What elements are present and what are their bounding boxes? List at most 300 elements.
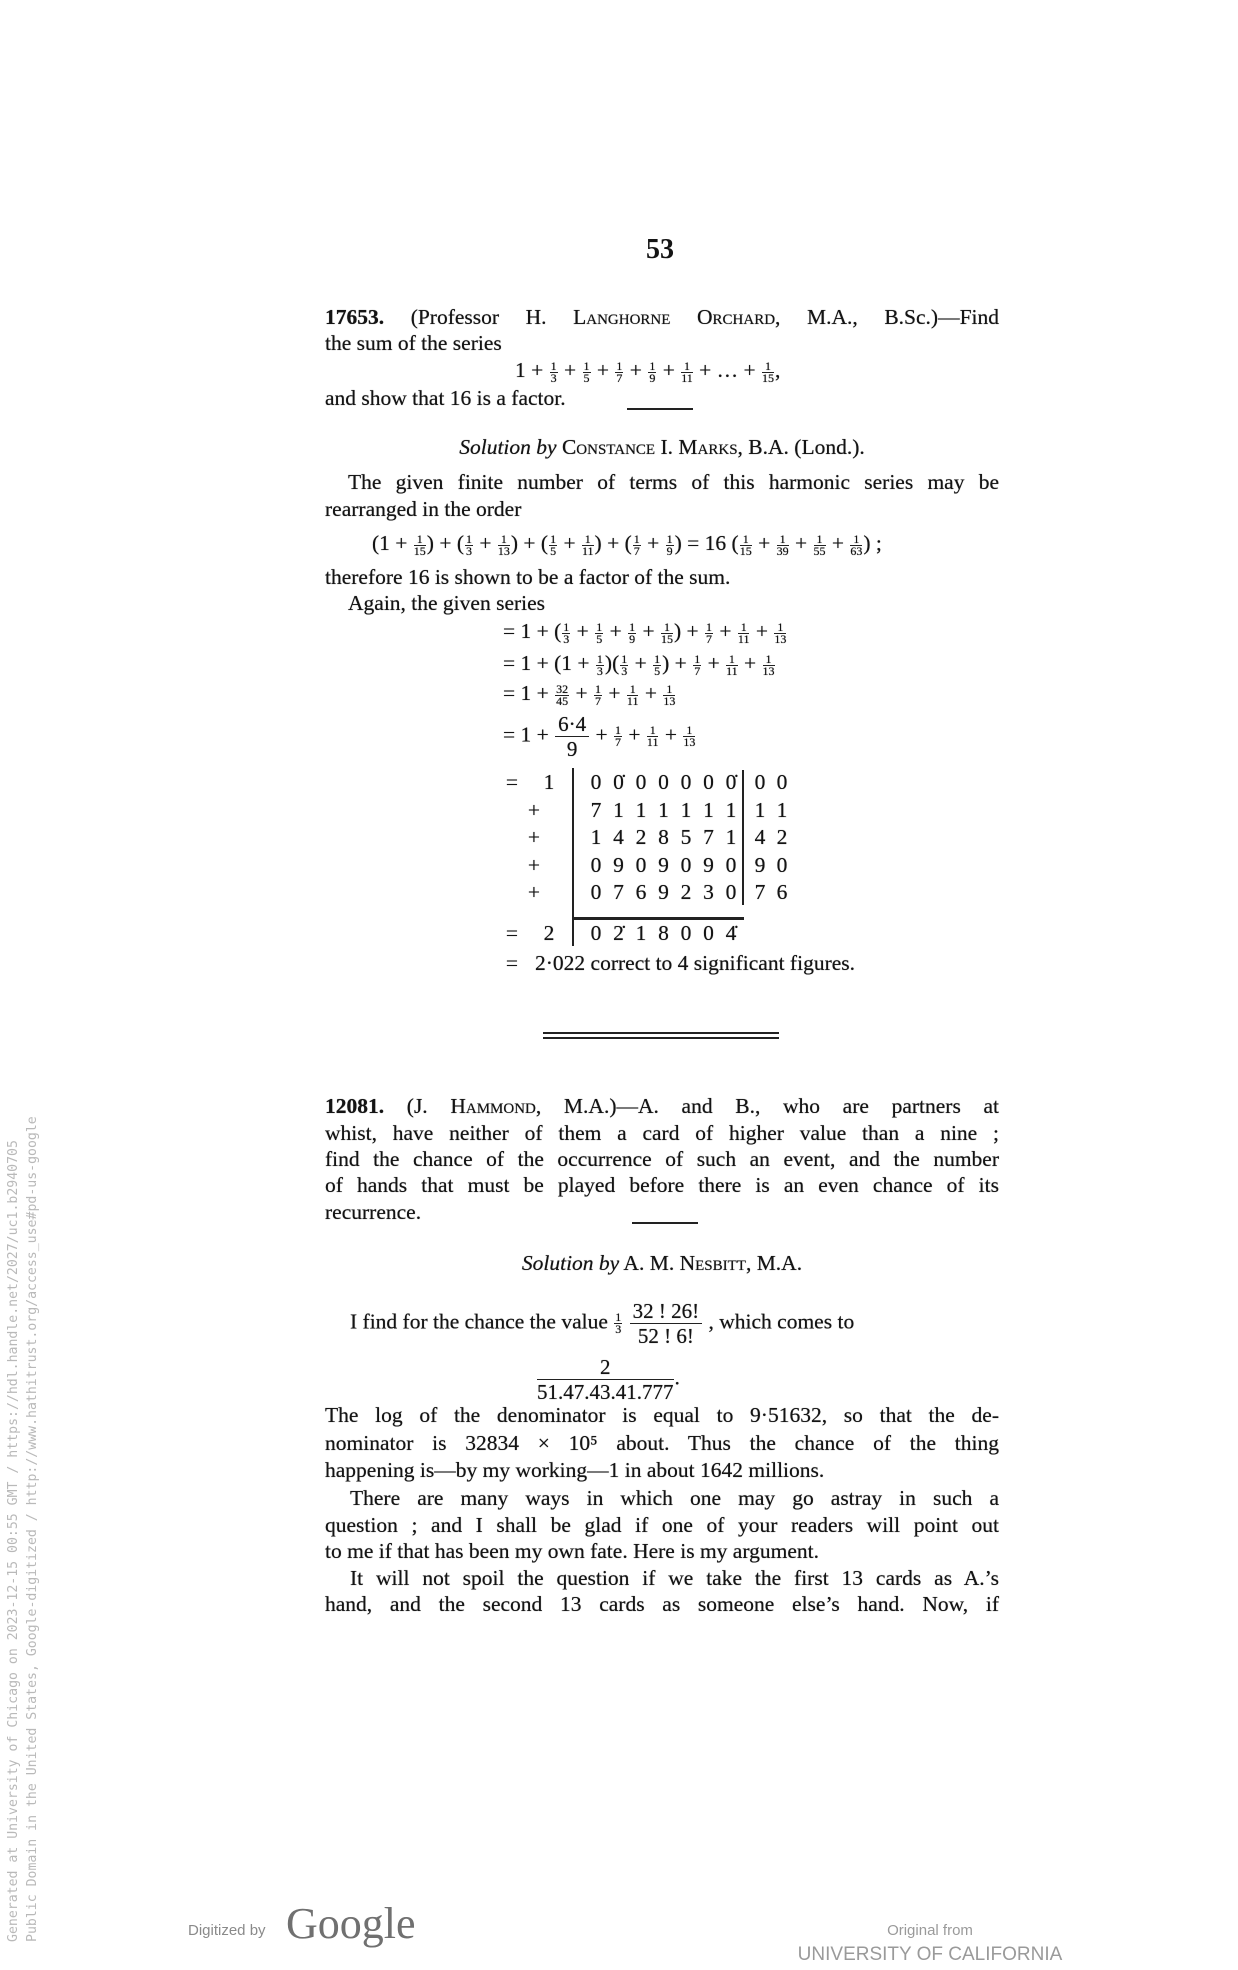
question-12081-line (325, 1146, 999, 1172)
denominator: 3 (466, 543, 472, 558)
text-segment: 1 + (515, 358, 549, 382)
denominator: 15 (739, 543, 752, 558)
fraction (628, 619, 636, 646)
text-segment: and show that 16 is a factor. (325, 386, 566, 410)
text-segment: + (558, 358, 582, 382)
numerator: 1 (663, 684, 675, 696)
denominator: 5 (654, 663, 661, 678)
row-digit: 7 (703, 825, 714, 849)
fraction (594, 681, 602, 708)
text-segment: + (591, 358, 615, 382)
denominator: 39 (776, 543, 789, 558)
denominator: 15 (413, 543, 426, 558)
text-segment: (1 + (372, 531, 413, 555)
text-segment: , (775, 358, 781, 382)
denominator: 7 (633, 543, 640, 558)
denominator: 52 ! 6! (637, 1324, 694, 1348)
text-segment: I find for the chance the value (350, 1309, 614, 1334)
text-segment: + (752, 531, 776, 555)
text-segment: . (674, 1365, 680, 1390)
denominator: 3 (550, 370, 557, 385)
row-digit: 0 (725, 853, 737, 877)
row-digit: 8 (658, 825, 669, 849)
numerator: 1 (550, 358, 557, 373)
text-segment: + (789, 531, 813, 555)
double-rule-top (543, 1032, 779, 1034)
text-segment: + (738, 651, 762, 675)
fraction (739, 531, 752, 558)
row-sign: + (527, 825, 541, 849)
denominator: 5 (550, 543, 557, 558)
text-segment: (Professor H. (384, 305, 574, 329)
row-digit: 5 (680, 825, 692, 849)
numerator: 1 (563, 619, 570, 634)
question-17653-line (325, 330, 999, 356)
numerator: 1 (740, 534, 752, 546)
row-digit: 1 (635, 798, 647, 822)
text-segment: to me if that has been my own fate. Here is my argument. (325, 1539, 819, 1563)
result-text: 2·022 correct to 4 significant figures. (535, 951, 856, 975)
fraction (683, 725, 695, 748)
row-digit: 1 (613, 798, 624, 822)
series-step (503, 618, 1177, 645)
series-step (503, 650, 1177, 677)
text-segment: , which comes to (703, 1309, 855, 1334)
text-segment: therefore 16 is shown to be a factor of the sum. (325, 565, 731, 589)
section-rule (627, 408, 693, 410)
fraction (762, 358, 775, 385)
text-segment: + … + (693, 358, 762, 382)
row-digit: 0̇ (613, 770, 624, 794)
numerator: 1 (627, 684, 639, 696)
fraction (705, 619, 713, 646)
denominator: 13 (774, 631, 787, 646)
fraction (693, 651, 701, 678)
question-17653-line (325, 304, 999, 330)
row-digit: 0 (725, 880, 737, 904)
numerator: 1 (694, 651, 701, 666)
numerator: 1 (629, 619, 636, 634)
fraction (620, 651, 628, 678)
total-sign: = (505, 921, 519, 945)
row-digit: 0̇ (725, 770, 737, 794)
text-segment: + (657, 358, 681, 382)
watermark-line-1: Generated at University of Chicago on 2023-12-15 00:55 GMT / https://hdl.handle.net/2027/uc1.b2940705 (6, 1140, 21, 1942)
row-digit: 2 (635, 825, 647, 849)
row-digit: 1 (590, 825, 602, 849)
numerator: 32 (556, 681, 569, 696)
fraction (681, 358, 693, 385)
page-number: 53 (646, 234, 674, 265)
solution-heading (325, 1250, 999, 1276)
text-segment: Again, the given series (348, 591, 546, 615)
fraction (614, 725, 622, 748)
row-tail-digit: 0 (754, 770, 766, 794)
numerator: 1 (649, 358, 656, 373)
numerator: 1 (681, 361, 693, 373)
text-segment: ) + (673, 619, 705, 643)
numerator: 1 (666, 531, 673, 546)
solution-line (348, 469, 999, 495)
fraction (647, 725, 659, 748)
text-segment: + (571, 619, 595, 643)
solution-line (350, 1565, 999, 1591)
fraction (596, 651, 604, 678)
hathitrust-watermark (4, 1002, 42, 1942)
numerator: 1 (647, 725, 659, 737)
solution-line (325, 1591, 999, 1617)
denominator: 13 (683, 735, 696, 749)
text-segment: (J. (384, 1094, 451, 1118)
fraction (630, 1299, 703, 1348)
total-digit: 2̇ (613, 921, 624, 945)
row-digit: 1 (725, 798, 737, 822)
chance-fraction (536, 1355, 1210, 1404)
text-segment: ) + ( (510, 531, 549, 555)
solution-line (348, 590, 1022, 616)
text-segment: , M.A., B.Sc.)—Find (775, 305, 999, 329)
question-number: 12081. (325, 1094, 385, 1118)
row-digit: 9 (703, 853, 714, 877)
text-segment: + (558, 531, 581, 555)
digitized-by-label: Digitized by (188, 1922, 266, 1939)
text-segment: + (659, 722, 683, 747)
numerator: 1 (596, 651, 603, 666)
numerator: 1 (738, 622, 750, 634)
text-segment: + (623, 722, 646, 747)
fraction (726, 651, 738, 678)
fraction (633, 531, 641, 558)
text-segment: + (639, 681, 663, 705)
fraction (581, 531, 594, 558)
text-segment: whist, have neither of them a card of higher value than a nine ; (325, 1121, 999, 1145)
text-segment: question ; and I shall be glad if one of your readers will point out (325, 1513, 999, 1537)
numerator: 1 (654, 651, 661, 666)
total-digit: 0 (680, 921, 692, 945)
chance-value-line (350, 1299, 1024, 1348)
row-digit: 1 (725, 825, 737, 849)
row-tail-digit: 2 (776, 825, 788, 849)
denominator: 7 (694, 663, 701, 678)
row-digit: 1 (703, 798, 714, 822)
table-right-rule (742, 770, 744, 905)
fraction (653, 651, 661, 678)
text-segment: ) + (662, 651, 693, 675)
numerator: 1 (814, 534, 826, 546)
denominator: 51.47.43.41.777 (537, 1380, 674, 1404)
google-logo: Google (286, 1899, 416, 1948)
total-digit: 8 (658, 921, 669, 945)
original-from-label: Original from (887, 1922, 973, 1939)
solution-line (325, 564, 999, 590)
denominator: 7 (615, 735, 622, 749)
denominator: 13 (762, 663, 775, 678)
denominator: 7 (595, 693, 602, 708)
italic-text: Solution by (521, 1251, 620, 1275)
row-tail-digit: 1 (754, 798, 766, 822)
row-digit: 9 (613, 853, 624, 877)
fraction (583, 358, 591, 385)
numerator: 1 (777, 534, 789, 546)
text-segment: + (750, 619, 774, 643)
text-segment (623, 1309, 628, 1333)
text-segment: I. (655, 435, 679, 459)
author-name: Hammond (450, 1094, 536, 1118)
text-segment: recurrence. (325, 1200, 422, 1224)
numerator: 1 (616, 358, 623, 373)
text-segment: + (603, 681, 626, 705)
text-segment: happening is—by my working—1 in about 1642 millions. (325, 1458, 825, 1482)
denominator: 9 (666, 543, 673, 558)
numerator: 1 (726, 654, 738, 666)
row-digit: 0 (658, 770, 669, 794)
denominator: 5 (583, 370, 590, 385)
row-digit: 0 (680, 770, 692, 794)
denominator: 13 (663, 693, 676, 708)
row-digit: 7 (590, 798, 602, 822)
table-sum-rule (572, 917, 744, 920)
text-segment: = 1 + (503, 681, 555, 705)
solution-line (325, 1430, 999, 1456)
row-digit: 0 (635, 853, 647, 877)
italic-text: Solution by (459, 435, 557, 459)
denominator: 11 (581, 543, 594, 558)
numerator: 1 (633, 531, 640, 546)
row-integer: 1 (543, 770, 555, 794)
row-tail-digit: 7 (754, 880, 766, 904)
numerator: 1 (774, 622, 786, 634)
numerator: 1 (615, 723, 622, 737)
numerator: 1 (466, 531, 472, 546)
row-digit: 6 (635, 880, 647, 904)
row-digit: 0 (590, 770, 602, 794)
fraction (549, 531, 557, 558)
row-digit: 7 (613, 880, 624, 904)
row-digit: 1 (658, 798, 669, 822)
text-segment: + (702, 651, 726, 675)
fraction (562, 619, 570, 646)
text-segment: = 1 + (1 + (503, 651, 595, 675)
numerator: 1 (661, 622, 673, 634)
watermark-line-2: Public Domain in the United States, Google-digitized / http://www.hathitrust.org/access_use#pd-us-google (25, 1116, 40, 1942)
denominator: 5 (596, 631, 603, 646)
solution-line (325, 496, 999, 522)
text-segment: hand, and the second 13 cards as someone else’s hand. Now, if (325, 1592, 999, 1616)
text-segment: + (826, 531, 850, 555)
denominator: 11 (726, 663, 738, 678)
numerator: 1 (615, 1310, 622, 1324)
text-segment: + (570, 681, 594, 705)
text-segment: A. M. (619, 1251, 680, 1275)
text-segment: + (714, 619, 737, 643)
fraction (537, 1355, 674, 1404)
question-12081-line (325, 1172, 999, 1198)
fraction (737, 619, 750, 646)
numerator: 1 (595, 681, 602, 696)
numerator: 1 (683, 725, 695, 737)
fraction (776, 531, 789, 558)
text-segment: rearranged in the order (325, 497, 522, 521)
denominator: 9 (629, 631, 636, 646)
solution-line (325, 1512, 999, 1538)
denominator: 3 (621, 663, 628, 678)
numerator: 1 (762, 361, 774, 373)
numerator: 1 (706, 619, 713, 634)
row-tail-digit: 9 (754, 853, 766, 877)
double-rule-bottom (543, 1037, 779, 1039)
row-digit: 1 (680, 798, 692, 822)
row-tail-digit: 4 (754, 825, 766, 849)
series-step (503, 712, 1177, 761)
solution-line (325, 1402, 999, 1428)
fraction (648, 358, 656, 385)
fraction (555, 712, 589, 761)
total-digit: 1 (635, 921, 647, 945)
text-segment: The log of the denominator is equal to 9·51632, so that the de- (325, 1403, 999, 1427)
fraction (762, 651, 775, 678)
fraction (497, 531, 510, 558)
row-tail-digit: 0 (776, 853, 788, 877)
text-segment: + (590, 722, 614, 747)
question-12081-line (325, 1120, 999, 1146)
text-segment: ) + ( (594, 531, 632, 555)
series-formula (515, 357, 1189, 384)
row-digit: 0 (590, 880, 602, 904)
fraction (663, 681, 676, 708)
row-digit: 9 (658, 853, 669, 877)
numerator: 1 (621, 651, 628, 666)
total-digit: 4̇ (725, 921, 737, 945)
fraction (550, 358, 558, 385)
text-segment: = 1 + ( (503, 619, 562, 643)
denominator: 11 (646, 735, 659, 749)
numerator: 1 (550, 531, 557, 546)
row-sign: + (527, 880, 541, 904)
fraction (413, 531, 426, 558)
denominator: 3 (596, 663, 603, 678)
fraction (615, 358, 623, 385)
fraction (614, 1312, 622, 1335)
text-segment: + (624, 358, 648, 382)
text-segment: , M.A.)—A. and B., who are partners at (535, 1094, 999, 1118)
text-segment: , M.A. (745, 1251, 803, 1275)
row-tail-digit: 1 (776, 798, 788, 822)
text-segment: There are many ways in which one may go astray in such a (350, 1486, 999, 1510)
solution-line (350, 1485, 999, 1511)
row-sign: = (505, 770, 519, 794)
text-segment: )( (604, 651, 620, 675)
row-digit: 0 (680, 853, 692, 877)
fraction (595, 619, 603, 646)
rearranged-equation (372, 530, 1046, 557)
numerator: 1 (498, 534, 510, 546)
numerator: 1 (850, 534, 862, 546)
section-rule (632, 1222, 698, 1224)
numerator: 2 (537, 1355, 674, 1380)
result-sign: = (505, 951, 519, 975)
question-number: 17653. (325, 305, 385, 329)
fraction (850, 531, 863, 558)
text-segment: find the chance of the occurrence of such an event, and the number (325, 1147, 999, 1171)
text-segment: + (629, 651, 653, 675)
solution-heading (325, 434, 999, 460)
denominator: 15 (660, 631, 673, 646)
solution-line (325, 1538, 999, 1564)
numerator: 1 (583, 358, 590, 373)
text-segment: the sum of the series (325, 331, 502, 355)
row-digit: 9 (658, 880, 669, 904)
numerator: 1 (763, 654, 775, 666)
denominator: 63 (850, 543, 863, 558)
denominator: 11 (681, 370, 693, 385)
fraction (465, 531, 473, 558)
text-segment: ) = 16 ( (674, 531, 739, 555)
numerator: 1 (582, 534, 594, 546)
text-segment: nominator is 32834 × 10⁵ about. Thus the chance of the thing (325, 1431, 999, 1455)
denominator: 11 (737, 631, 750, 646)
fraction (774, 619, 787, 646)
series-step (503, 680, 1177, 707)
row-tail-digit: 0 (776, 770, 788, 794)
text-segment: + (641, 531, 665, 555)
row-digit: 0 (703, 770, 714, 794)
institution-name: UNIVERSITY OF CALIFORNIA (797, 1944, 1063, 1965)
denominator: 3 (563, 631, 570, 646)
text-segment: + (474, 531, 497, 555)
row-digit: 0 (635, 770, 647, 794)
denominator: 7 (616, 370, 623, 385)
denominator: 9 (649, 370, 656, 385)
fraction (660, 619, 673, 646)
solution-line (325, 1457, 999, 1483)
row-sign: + (527, 853, 541, 877)
denominator: 11 (626, 693, 639, 708)
total-digit: 0 (703, 921, 714, 945)
fraction (666, 531, 674, 558)
text-segment: = 1 + (503, 722, 555, 747)
fraction (626, 681, 639, 708)
denominator: 15 (762, 370, 775, 385)
denominator: 45 (556, 693, 569, 708)
denominator: 55 (813, 543, 826, 558)
author-name: Marks (678, 435, 738, 459)
numerator: 6·4 (555, 712, 589, 737)
author-name: Nesbitt (679, 1251, 746, 1275)
denominator: 9 (566, 737, 578, 761)
text-segment: + (637, 619, 660, 643)
numerator: 1 (414, 534, 426, 546)
question-12081-line (325, 1093, 999, 1119)
total-digit: 0 (590, 921, 602, 945)
numerator: 32 ! 26! (630, 1299, 703, 1324)
text-segment: , B.A. (Lond.). (737, 435, 865, 459)
text-segment: ) + ( (426, 531, 464, 555)
fraction (555, 681, 569, 708)
author-name: Constance (561, 435, 656, 459)
author-name: Langhorne Orchard (573, 305, 776, 329)
numerator: 1 (596, 619, 603, 634)
denominator: 7 (706, 631, 713, 646)
row-digit: 2 (680, 880, 692, 904)
row-digit: 0 (590, 853, 602, 877)
text-segment: + (604, 619, 628, 643)
text-segment: ) ; (863, 531, 882, 555)
text-segment: The given finite number of terms of this harmonic series may be (348, 470, 999, 494)
denominator: 3 (615, 1322, 622, 1336)
text-segment: of hands that must be played before there is an even chance of its (325, 1173, 999, 1197)
text-segment: It will not spoil the question if we take the first 13 cards as A.’s (350, 1566, 999, 1590)
row-digit: 4 (613, 825, 624, 849)
